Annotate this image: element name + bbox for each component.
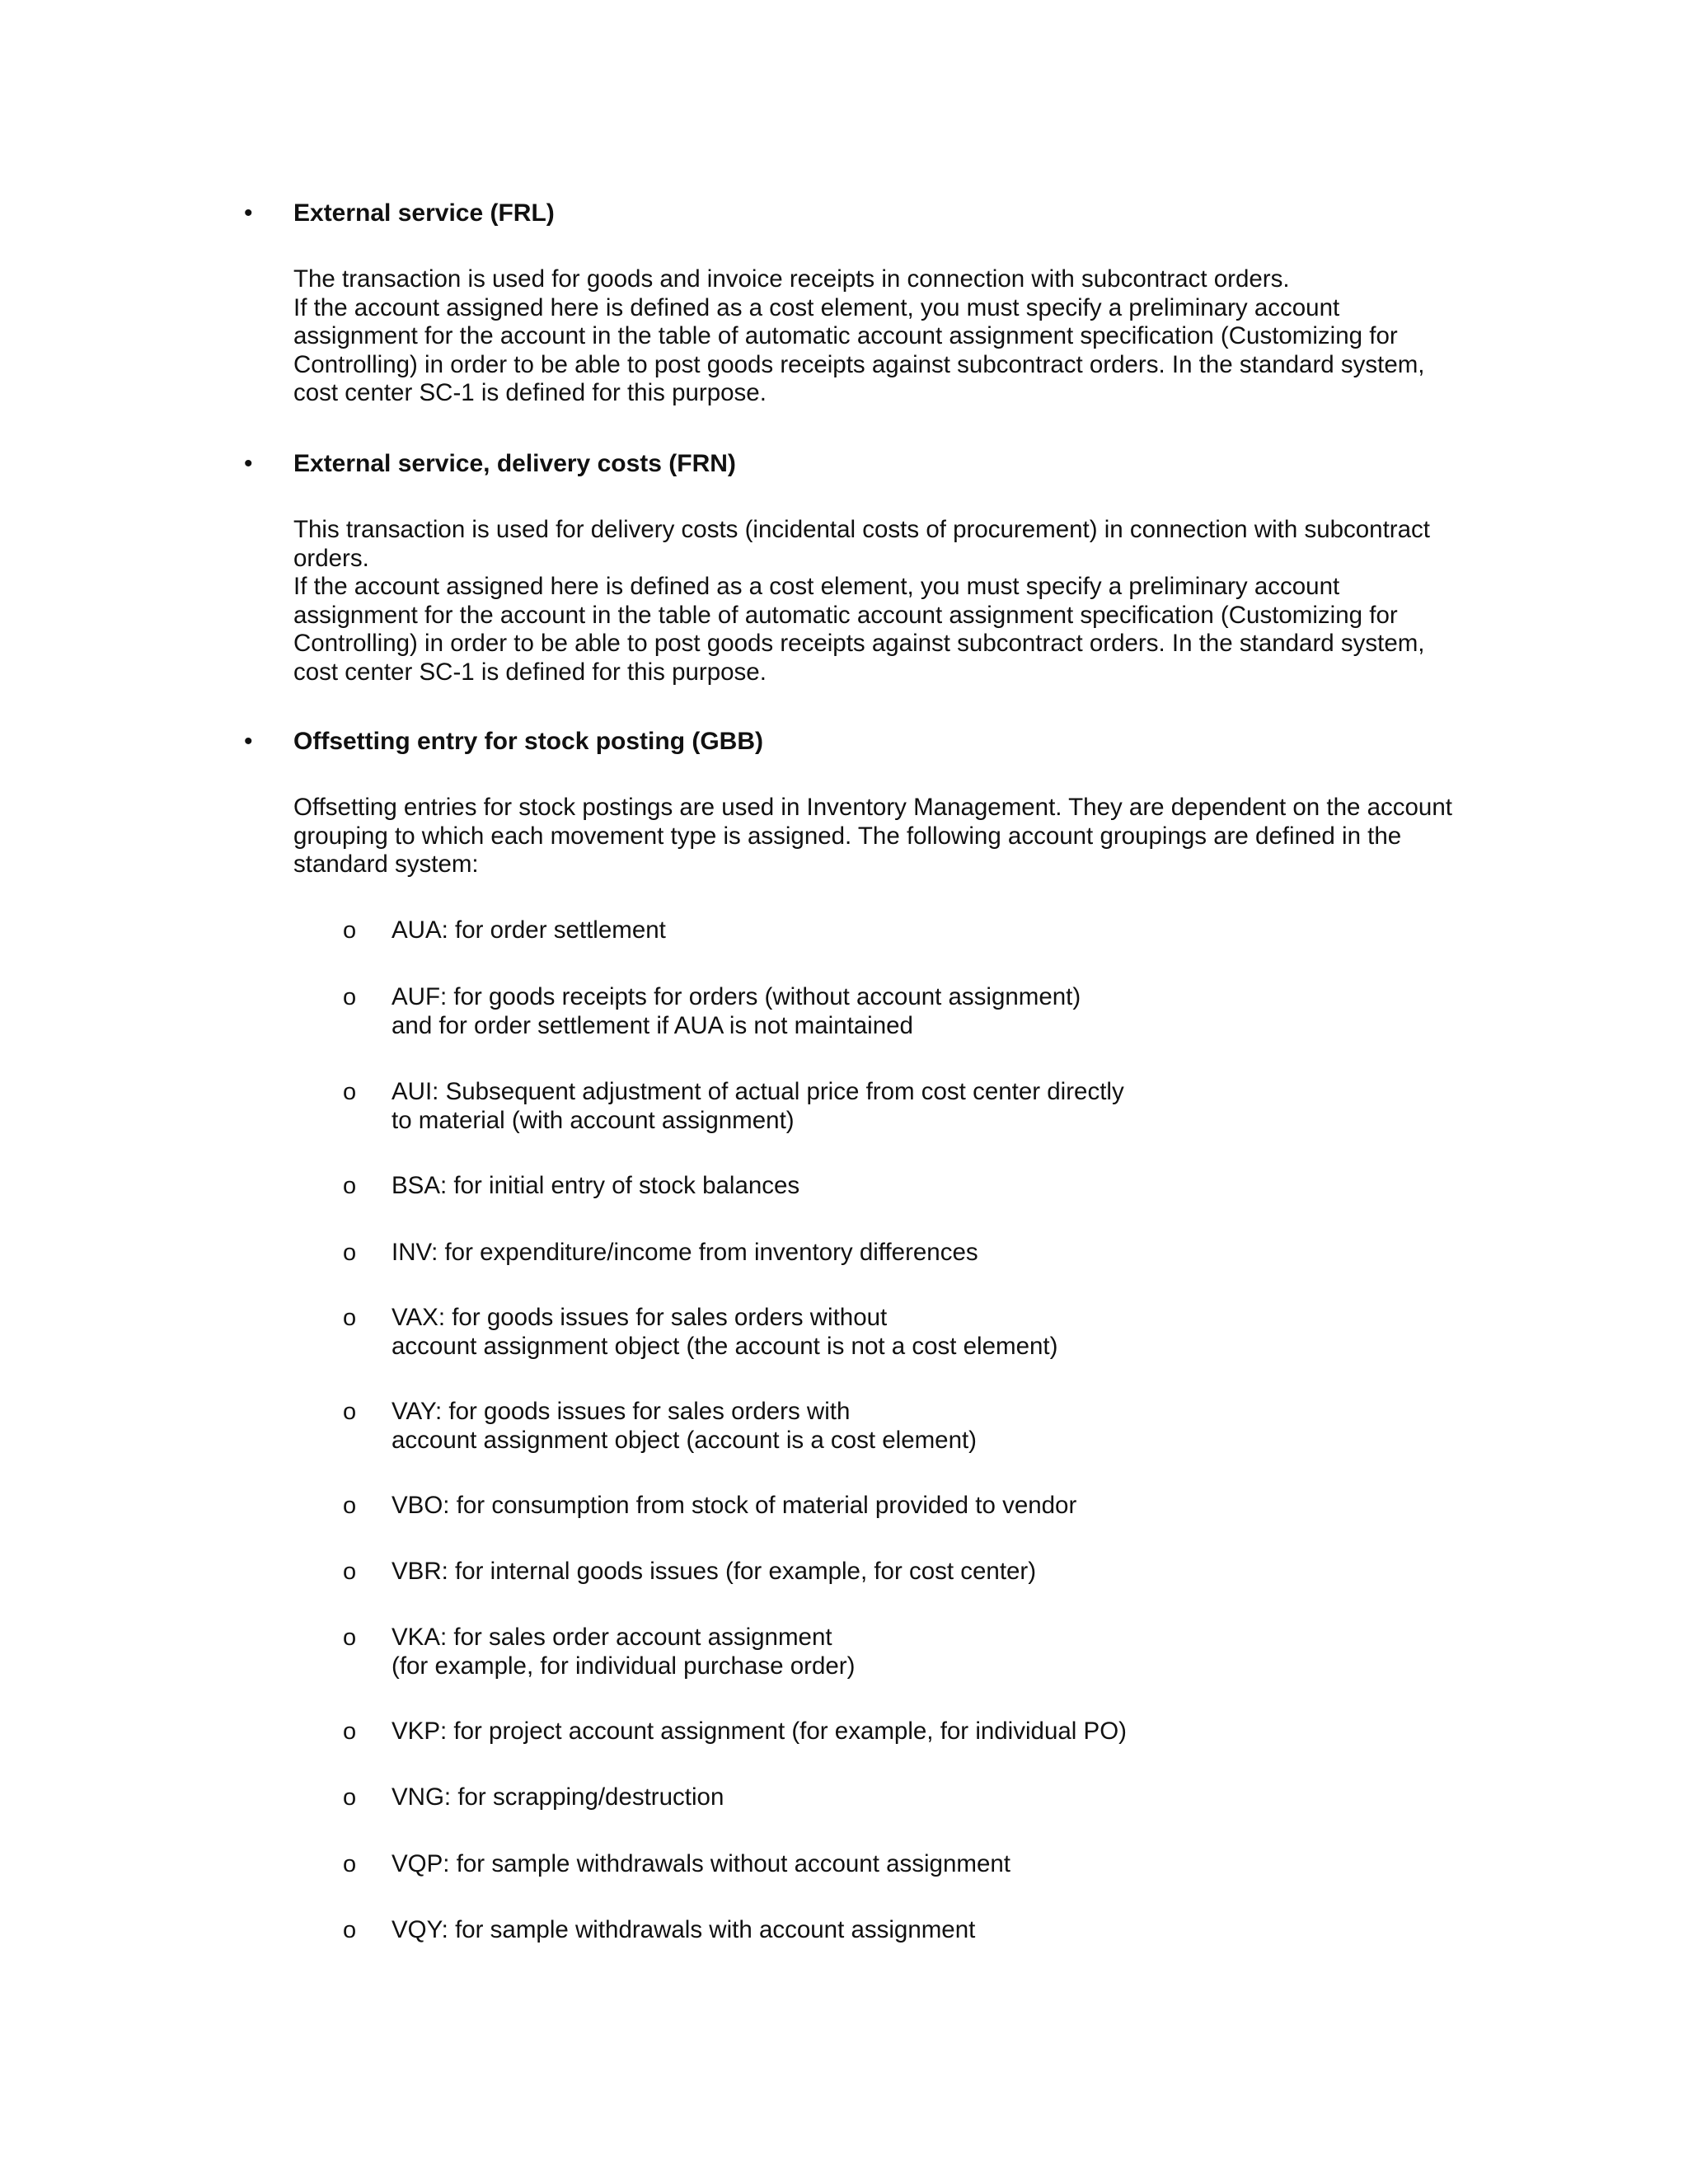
paragraph: If the account assigned here is defined as a cost element, you must specify a preliminary account assignment for the account in the table of automatic account assignment specification (Customizing for Controlling) in order to be able to post goods receipts against subcontract orders. In the standard system, cost center SC-1 is defined for this purpose. xyxy=(293,573,1425,686)
list-item-text xyxy=(392,1304,1463,1361)
section-paragraphs xyxy=(293,794,1464,879)
list-item-text xyxy=(392,1492,1463,1521)
sub-bullet-marker: o xyxy=(343,1173,357,1199)
section-paragraphs xyxy=(293,265,1464,408)
sub-bullet-marker: o xyxy=(343,1917,357,1943)
sub-bullet-marker: o xyxy=(343,1399,357,1425)
list-item-line: VKA: for sales order account assignment xyxy=(392,1624,832,1651)
section-paragraphs xyxy=(293,516,1464,687)
section-heading: External service (FRL) xyxy=(293,199,555,227)
list-item-line: INV: for expenditure/income from inventory differences xyxy=(392,1239,978,1266)
list-item-text xyxy=(392,1239,1463,1268)
sub-bullet-marker: o xyxy=(343,1784,357,1811)
section-heading: Offsetting entry for stock posting (GBB) xyxy=(293,728,763,755)
paragraph: The transaction is used for goods and invoice receipts in connection with subcontract orders. xyxy=(293,265,1290,293)
list-item-text xyxy=(392,1078,1463,1135)
list-item-text xyxy=(392,1850,1463,1879)
list-item-line: VAY: for goods issues for sales orders with xyxy=(392,1398,851,1425)
section-heading: External service, delivery costs (FRN) xyxy=(293,450,736,477)
list-item-line: account assignment object (the account is not a cost element) xyxy=(392,1332,1058,1360)
bullet-marker: • xyxy=(244,199,253,227)
sub-bullet-marker: o xyxy=(343,1718,357,1745)
list-item-text xyxy=(392,1624,1463,1680)
bullet-marker: • xyxy=(244,728,253,755)
list-item-line: VBO: for consumption from stock of material provided to vendor xyxy=(392,1492,1077,1519)
sub-bullet-marker: o xyxy=(343,917,357,944)
paragraph: Offsetting entries for stock postings are used in Inventory Management. They are dependent on the account grouping to which each movement type is assigned. The following account groupings are defined in the standard system: xyxy=(293,794,1452,878)
sub-bullet-marker: o xyxy=(343,1851,357,1877)
list-item-line: to material (with account assignment) xyxy=(392,1106,795,1134)
list-item-line: and for order settlement if AUA is not maintained xyxy=(392,1011,913,1039)
paragraph: If the account assigned here is defined as a cost element, you must specify a preliminary account assignment for the account in the table of automatic account assignment specification (Customizing for Controlling) in order to be able to post goods receipts against subcontract orders. In the standard system, cost center SC-1 is defined for this purpose. xyxy=(293,293,1425,406)
list-item-line: AUA: for order settlement xyxy=(392,916,666,944)
sub-bullet-marker: o xyxy=(343,1305,357,1331)
list-item-line: VBR: for internal goods issues (for example, for cost center) xyxy=(392,1558,1037,1585)
list-item-line: VQP: for sample withdrawals without account assignment xyxy=(392,1850,1010,1877)
sub-bullet-marker: o xyxy=(343,1624,357,1651)
list-item-text xyxy=(392,983,1463,1040)
sub-bullet-marker: o xyxy=(343,984,357,1010)
list-item-line: AUF: for goods receipts for orders (without account assignment) xyxy=(392,983,1081,1010)
list-item-line: VNG: for scrapping/destruction xyxy=(392,1783,724,1811)
list-item-text xyxy=(392,1558,1463,1586)
list-item-text xyxy=(392,1783,1463,1812)
list-item-line: (for example, for individual purchase order) xyxy=(392,1652,856,1680)
list-item-text xyxy=(392,1916,1463,1945)
list-item-line: VAX: for goods issues for sales orders without xyxy=(392,1304,888,1331)
sub-bullet-marker: o xyxy=(343,1240,357,1266)
list-item-text xyxy=(392,916,1463,945)
paragraph: This transaction is used for delivery costs (incidental costs of procurement) in connection with subcontract orders. xyxy=(293,516,1430,572)
list-item-line: VKP: for project account assignment (for example, for individual PO) xyxy=(392,1718,1127,1745)
list-item-line: account assignment object (account is a cost element) xyxy=(392,1426,978,1454)
list-item-line: BSA: for initial entry of stock balances xyxy=(392,1172,800,1199)
list-item-text xyxy=(392,1718,1463,1746)
list-item-line: AUI: Subsequent adjustment of actual price from cost center directly xyxy=(392,1078,1124,1105)
sub-bullet-marker: o xyxy=(343,1079,357,1105)
sub-bullet-marker: o xyxy=(343,1493,357,1519)
list-item-text xyxy=(392,1172,1463,1201)
list-item-line: VQY: for sample withdrawals with account assignment xyxy=(392,1916,976,1943)
bullet-marker: • xyxy=(244,450,253,477)
sub-bullet-marker: o xyxy=(343,1558,357,1585)
list-item-text xyxy=(392,1398,1463,1455)
